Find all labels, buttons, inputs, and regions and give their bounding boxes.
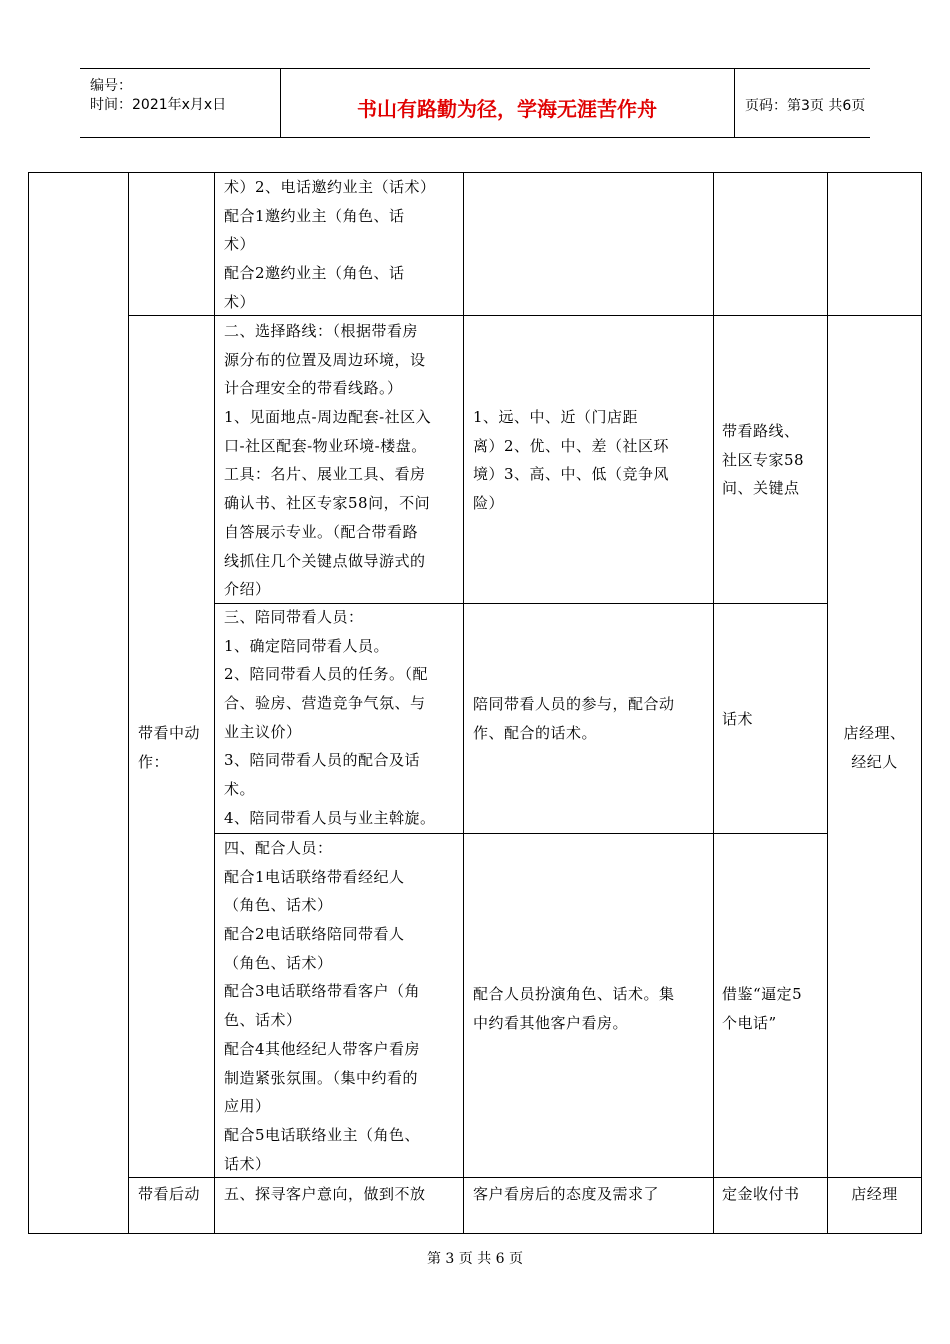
content-line: 业主议价）: [224, 722, 302, 741]
content-line: 五、探寻客户意向，做到不放: [224, 1185, 426, 1203]
tools-cell: [722, 980, 802, 1037]
stage-cell-after: [138, 1180, 200, 1209]
content-cell: [224, 1180, 426, 1209]
responsible-line: 经纪人: [851, 752, 898, 771]
table-border-left: [28, 172, 29, 1234]
table-divider: [463, 172, 464, 1234]
table-border-top: [28, 172, 922, 173]
content-cell: [224, 603, 436, 833]
tools-line: 借鉴“逼定5: [722, 985, 803, 1003]
content-line: 三、陪同带看人员：: [224, 608, 364, 626]
header-page-info: 页码：第3页 共6页: [745, 98, 866, 114]
content-line: 配合2邀约业主（角色、话: [224, 264, 405, 283]
content-line: 2、陪同带看人员的任务。（配: [224, 665, 429, 684]
key-points-cell: [473, 690, 675, 747]
content-line: 术）: [224, 235, 256, 254]
stage-line: 带看中动: [138, 724, 201, 742]
tools-line: 定金收付书: [722, 1185, 800, 1203]
content-line: 4、陪同带看人员与业主斡旋。: [224, 808, 436, 827]
header-page-cell: [735, 69, 870, 137]
responsible-line: 店经理: [851, 1185, 898, 1203]
key-points-line: 境）3、高、中、低（竞争风: [473, 465, 670, 484]
table-divider: [713, 172, 714, 1234]
table-divider: [128, 172, 129, 1234]
content-line: 术）: [224, 292, 256, 311]
table-border-right: [921, 172, 922, 1234]
content-line: 配合1电话联络带看经纪人: [224, 867, 405, 886]
tools-cell: [722, 1180, 800, 1209]
content-line: 合、验房、营造竞争气氛、与: [224, 694, 426, 713]
key-points-line: 险）: [473, 494, 505, 513]
content-line: 配合4其他经纪人带客户看房: [224, 1039, 421, 1058]
document-number-label: 编号：: [90, 78, 132, 94]
tools-cell: [722, 705, 753, 734]
content-line: （角色、话术）: [224, 896, 333, 915]
header-meta-cell: [80, 69, 281, 137]
content-line: 3、陪同带看人员的配合及话: [224, 751, 421, 770]
key-points-cell: [473, 1180, 659, 1209]
content-line: 应用）: [224, 1097, 271, 1116]
content-line: 配合2电话联络陪同带看人: [224, 925, 405, 944]
key-points-line: 作、配合的话术。: [473, 723, 598, 742]
content-line: 1、见面地点-周边配套-社区入: [224, 408, 432, 427]
tools-line: 话术: [722, 710, 754, 728]
content-cell: [224, 173, 436, 316]
content-line: 色、话术）: [224, 1011, 302, 1030]
tools-line: 问、关键点: [722, 479, 800, 498]
stage-cell-during: [138, 719, 200, 776]
content-line: 术）2、电话邀约业主（话术）: [224, 178, 436, 196]
key-points-line: 1、远、中、近（门店距: [473, 408, 639, 426]
document-date: 时间：2021年x月x日: [90, 97, 227, 113]
content-line: 自答展示专业。（配合带看路: [224, 522, 419, 541]
content-line: 术。: [224, 780, 256, 799]
key-points-line: 中约看其他客户看房。: [473, 1013, 629, 1032]
content-line: 话术）: [224, 1154, 271, 1173]
content-line: （角色、话术）: [224, 953, 333, 972]
content-line: 口-社区配套-物业环境-楼盘。: [224, 436, 427, 455]
key-points-line: 客户看房后的态度及需求了: [473, 1185, 660, 1203]
table-border-bottom: [28, 1233, 922, 1234]
key-points-line: 陪同带看人员的参与，配合动: [473, 695, 675, 713]
page-header: [80, 68, 870, 138]
stage-line: 带看后动: [138, 1185, 201, 1203]
content-line: 源分布的位置及周边环境，设: [224, 350, 426, 369]
tools-cell: [722, 417, 804, 503]
header-motto-cell: [280, 69, 735, 137]
content-line: 1、确定陪同带看人员。: [224, 636, 390, 655]
header-motto: 书山有路勤为径，学海无涯苦作舟: [357, 97, 657, 121]
responsible-cell-during: [828, 719, 921, 776]
content-cell: [224, 834, 420, 1178]
process-table: [28, 172, 922, 1234]
tools-line: 个电话”: [722, 1013, 777, 1032]
table-divider: [214, 172, 215, 1234]
stage-line: 作：: [138, 752, 170, 771]
content-line: 配合3电话联络带看客户（角: [224, 982, 421, 1001]
content-line: 确认书、社区专家58问，不问: [224, 494, 431, 513]
tools-line: 社区专家58: [722, 450, 805, 469]
page-footer: 第 3 页 共 6 页: [426, 1251, 524, 1267]
key-points-line: 离）2、优、中、差（社区环: [473, 436, 670, 455]
content-line: 计合理安全的带看线路。）: [224, 379, 403, 398]
content-line: 二、选择路线：（根据带看房: [224, 322, 419, 340]
key-points-cell: [473, 980, 675, 1037]
key-points-cell: [473, 403, 669, 518]
content-line: 配合5电话联络业主（角色、: [224, 1125, 421, 1144]
content-cell: [224, 317, 431, 604]
content-line: 工具：名片、展业工具、看房: [224, 465, 426, 484]
content-line: 配合1邀约业主（角色、话: [224, 206, 405, 225]
content-line: 介绍）: [224, 580, 271, 599]
table-divider: [827, 172, 828, 1234]
responsible-line: 店经理、: [843, 724, 906, 742]
responsible-cell-after: [828, 1180, 921, 1209]
key-points-line: 配合人员扮演角色、话术。集: [473, 985, 675, 1003]
content-line: 制造紧张氛围。（集中约看的: [224, 1068, 419, 1087]
tools-line: 带看路线、: [722, 422, 800, 440]
content-line: 线抓住几个关键点做导游式的: [224, 551, 426, 570]
content-line: 四、配合人员：: [224, 839, 333, 857]
